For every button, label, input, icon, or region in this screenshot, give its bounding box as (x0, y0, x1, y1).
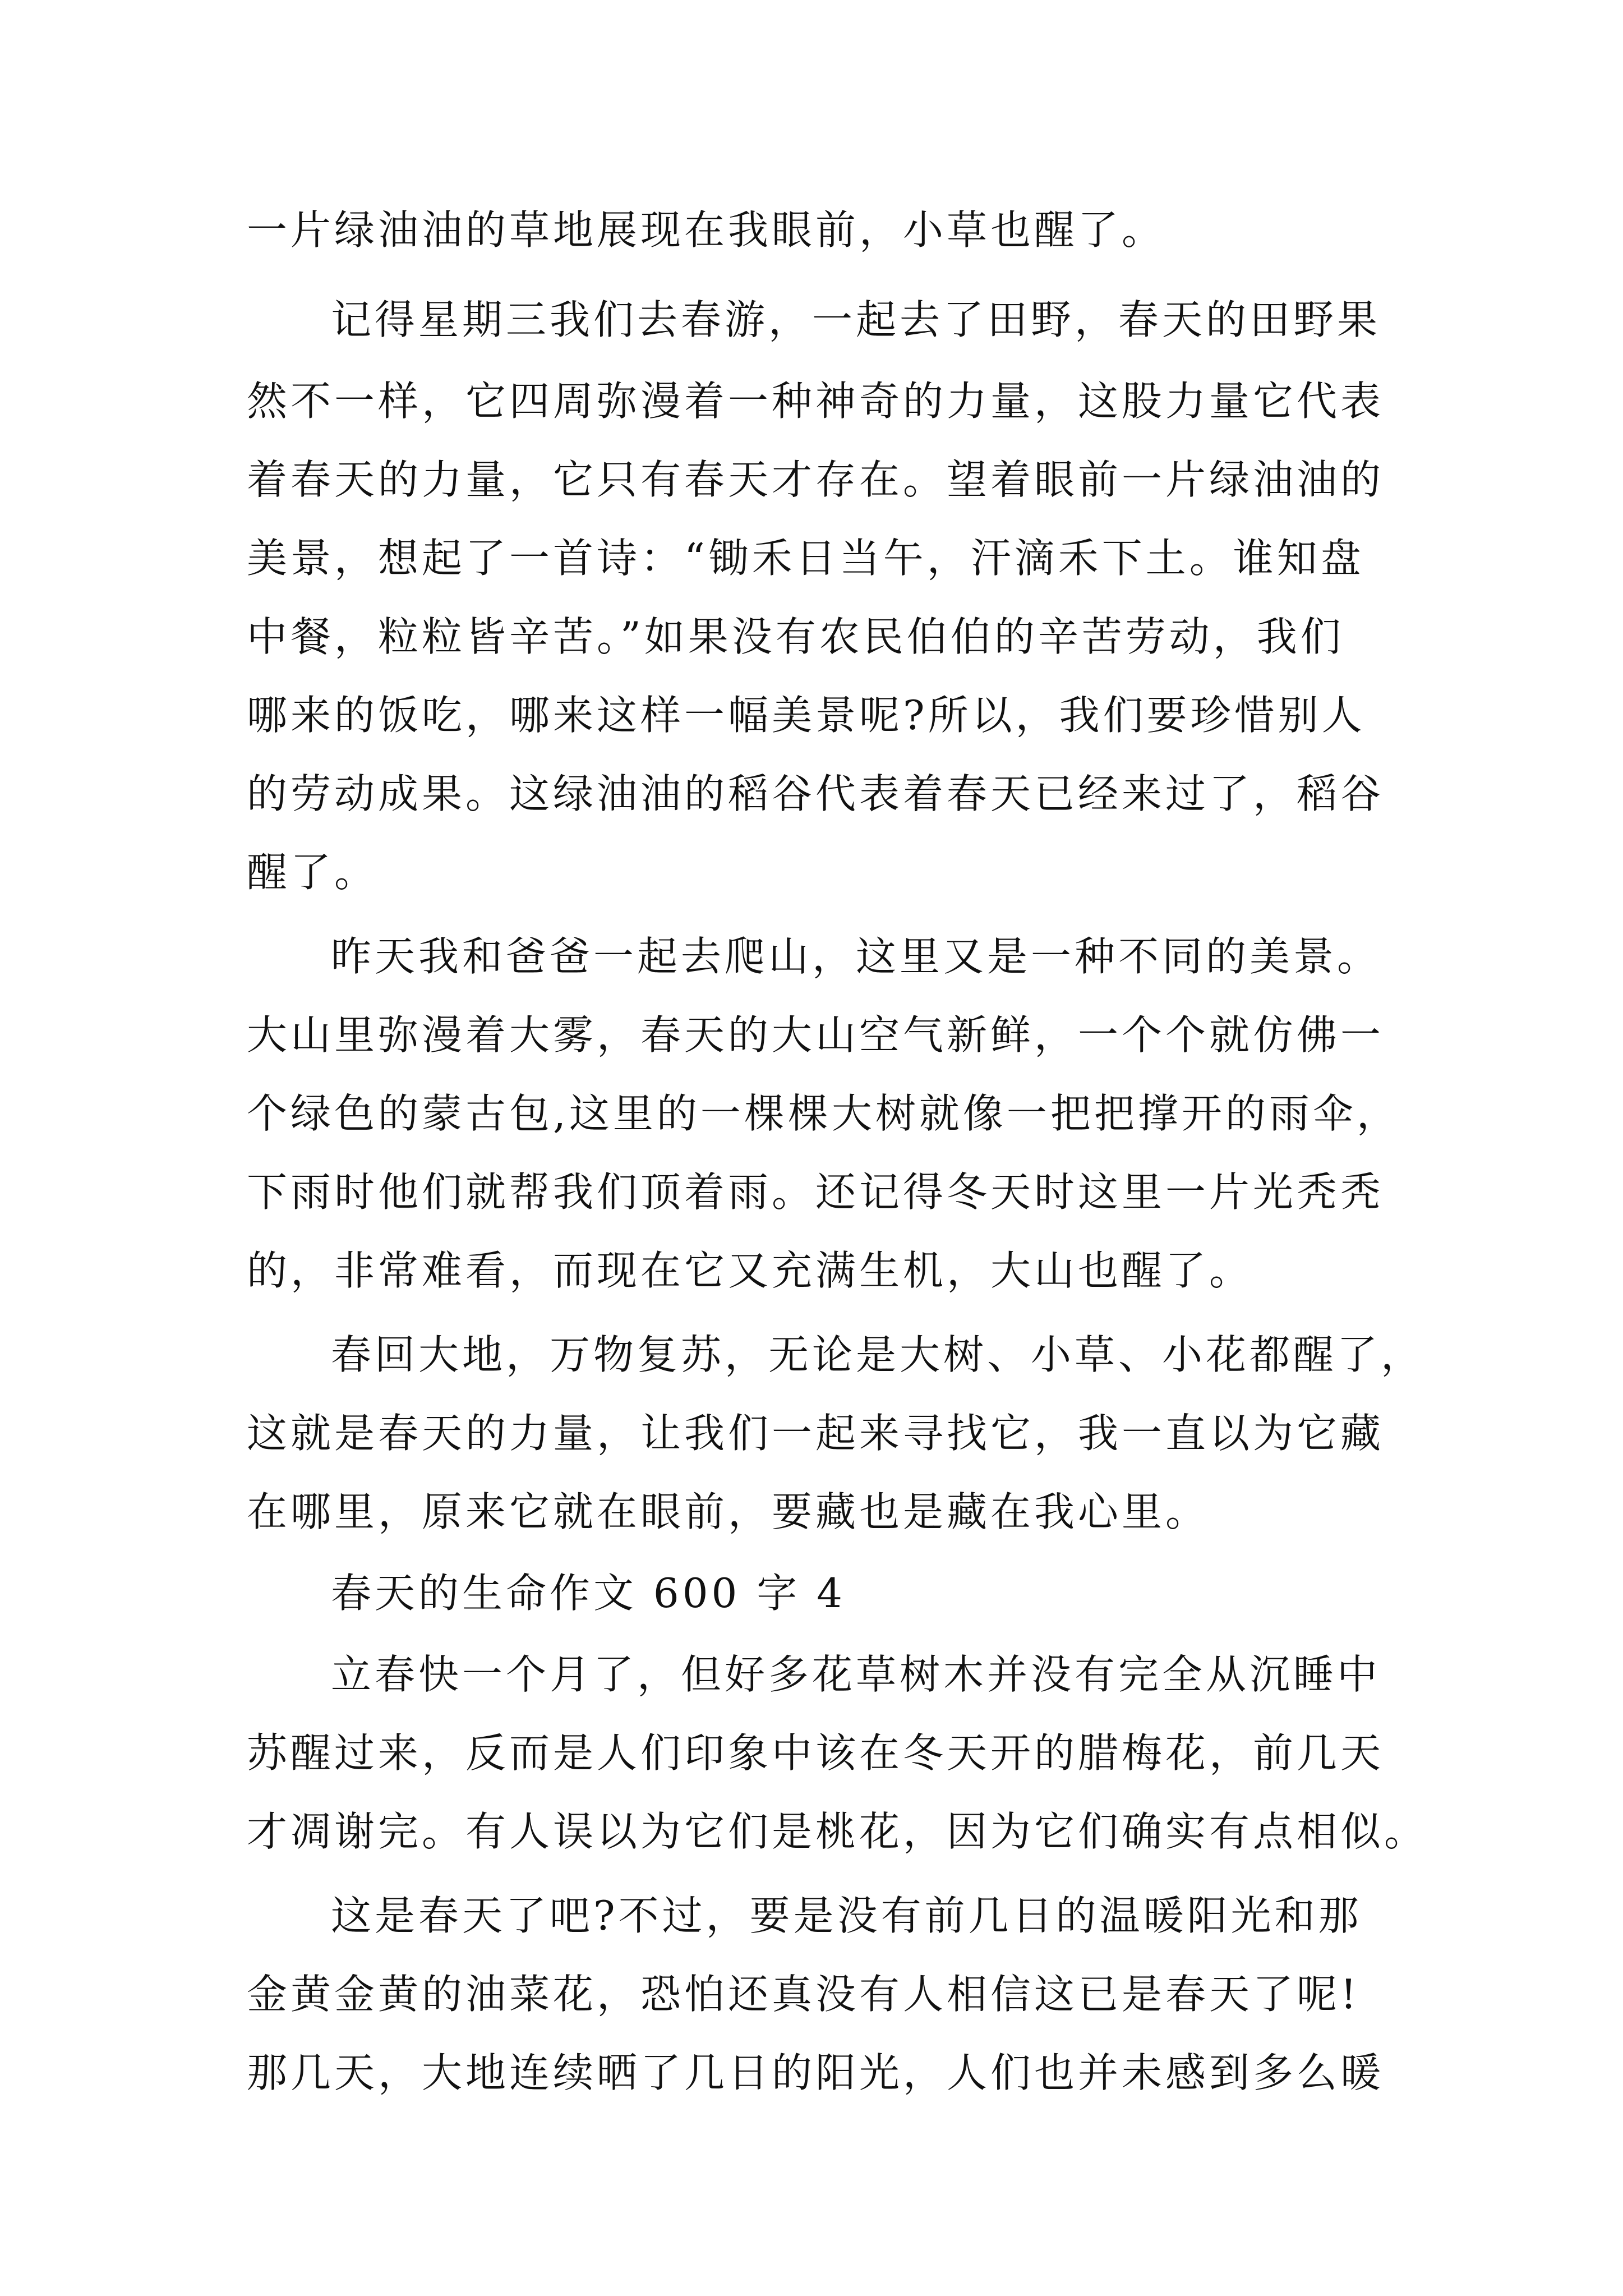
text-line: 一片绿油油的草地展现在我眼前，小草也醒了。 (247, 206, 1166, 254)
text-line: 这就是春天的力量，让我们一起来寻找它，我一直以为它藏 (247, 1410, 1385, 1457)
text-line: 这是春天了吧?不过，要是没有前几日的温暖阳光和那 (331, 1892, 1362, 1939)
text-line: 美景，想起了一首诗：“锄禾日当午，汗滴禾下土。谁知盘 (247, 535, 1364, 582)
text-line: 在哪里，原来它就在眼前，要藏也是藏在我心里。 (247, 1488, 1210, 1535)
text-line: 昨天我和爸爸一起去爬山，这里又是一种不同的美景。 (331, 933, 1381, 980)
text-line: 的劳动成果。这绿油油的稻谷代表着春天已经来过了，稻谷 (247, 770, 1385, 817)
text-line: 个绿色的蒙古包,这里的一棵棵大树就像一把把撑开的雨伞， (247, 1090, 1400, 1137)
text-line: 记得星期三我们去春游，一起去了田野，春天的田野果 (331, 296, 1381, 343)
section-heading: 春天的生命作文 600 字 4 (331, 1570, 846, 1617)
text-line: 大山里弥漫着大雾，春天的大山空气新鲜，一个个就仿佛一 (247, 1011, 1385, 1059)
text-line: 春回大地，万物复苏，无论是大树、小草、小花都醒了， (331, 1331, 1425, 1378)
text-line: 醒了。 (247, 849, 379, 896)
text-line: 才凋谢完。有人误以为它们是桃花，因为它们确实有点相似。 (247, 1808, 1428, 1855)
text-line: 哪来的饭吃，哪来这样一幅美景呢?所以，我们要珍惜别人 (247, 692, 1366, 739)
text-line: 然不一样，它四周弥漫着一种神奇的力量，这股力量它代表 (247, 378, 1385, 425)
text-line: 中餐，粒粒皆辛苦。”如果没有农民伯伯的辛苦劳动，我们 (247, 613, 1344, 660)
text-line: 的，非常难看，而现在它又充满生机，大山也醒了。 (247, 1247, 1253, 1294)
text-line: 金黄金黄的油菜花，恐怕还真没有人相信这已是春天了呢! (247, 1971, 1360, 2018)
text-line: 苏醒过来，反而是人们印象中该在冬天开的腊梅花，前几天 (247, 1729, 1385, 1777)
text-line: 那几天，大地连续晒了几日的阳光，人们也并未感到多么暖 (247, 2049, 1385, 2096)
text-line: 下雨时他们就帮我们顶着雨。还记得冬天时这里一片光秃秃 (247, 1168, 1385, 1216)
text-line: 着春天的力量，它只有春天才存在。望着眼前一片绿油油的 (247, 456, 1385, 503)
text-line: 立春快一个月了，但好多花草树木并没有完全从沉睡中 (331, 1651, 1381, 1698)
